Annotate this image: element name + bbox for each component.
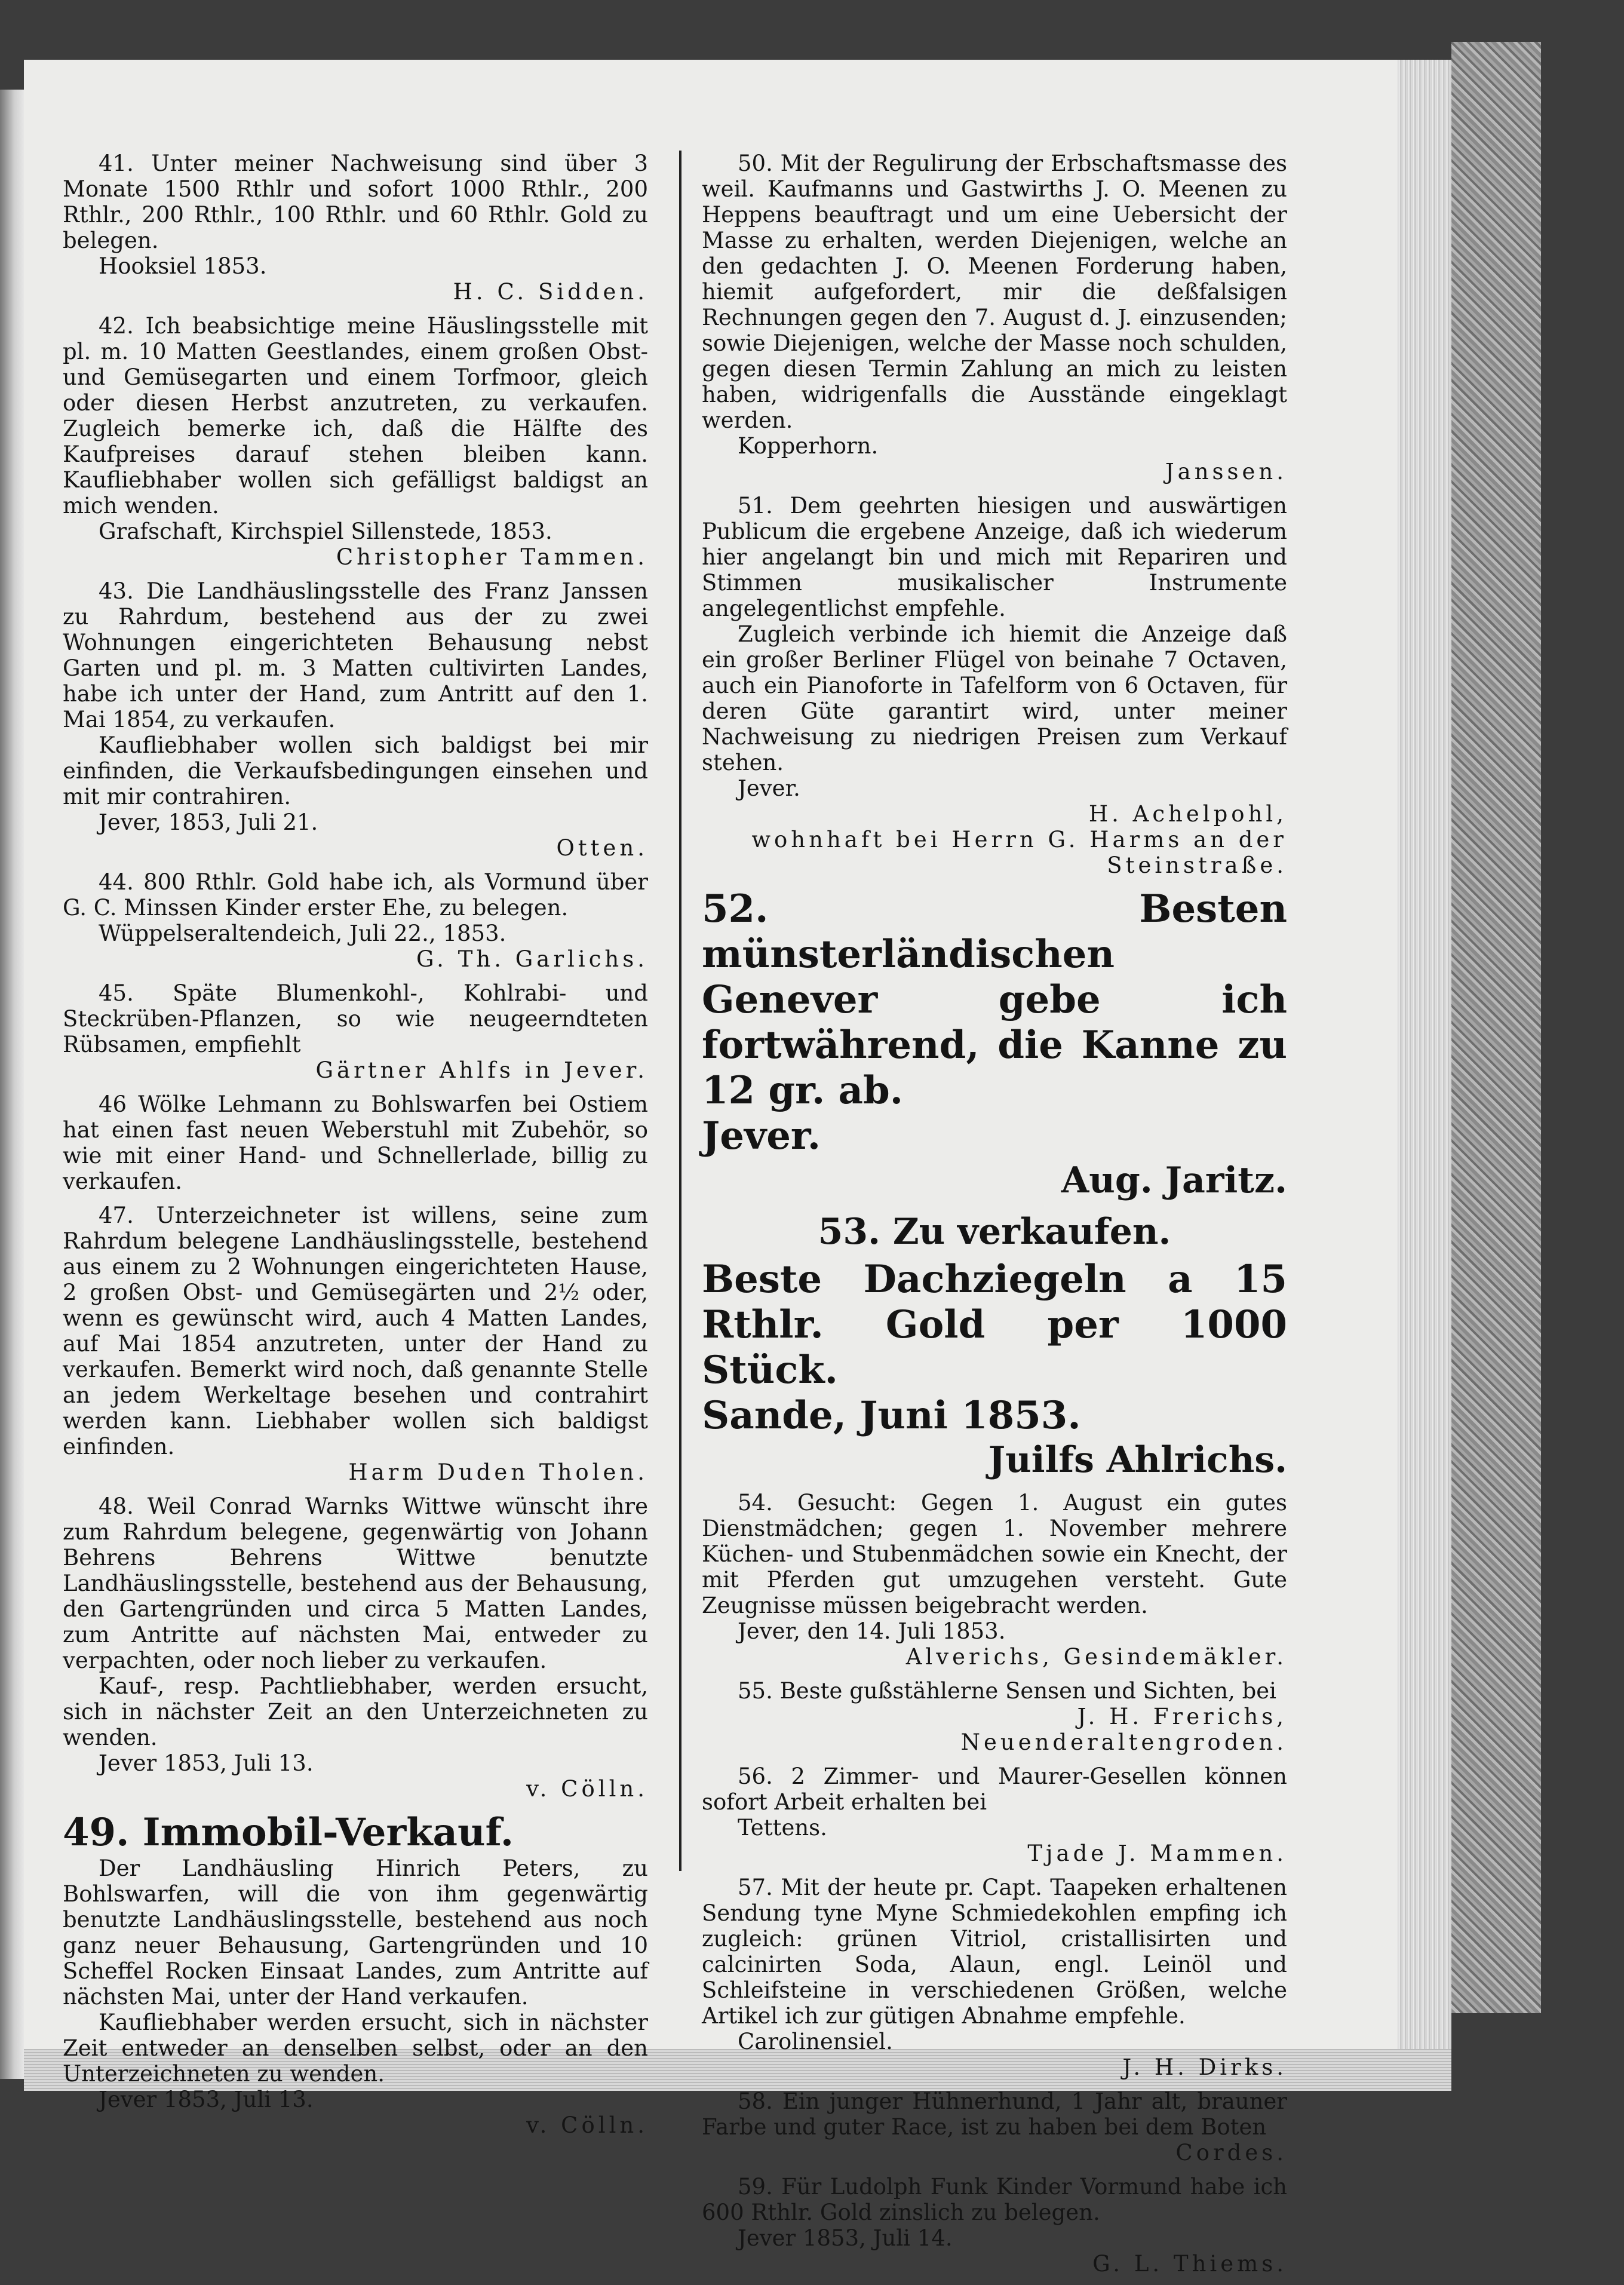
left-column: [63, 151, 648, 2146]
ad-50: [702, 151, 1287, 484]
ad-text: 46 Wölke Lehmann zu Bohlswarfen bei Ostiem hat einen fast neuen Weberstuhl mit Zubehör, so wie mit einer Hand- und Schnellerlade, billig zu verkaufen.: [63, 1091, 648, 1194]
ad-text: 50. Mit der Regulirung der Erbschaftsmasse des weil. Kaufmanns und Gastwirths J. O. Meenen zu Heppens beauftragt und um eine Uebersicht der Masse zu erhalten, werden Diejenigen, welche an den gedachten J. O. Meenen Forderung haben, hiemit aufgefordert, mir die deßfalsigen Rechnungen gegen den 7. August d. J. einzusenden; sowie Diejenigen, welche der Masse noch schulden, gegen diesen Termin Zahlung an mich zu leisten haben, widrigenfalls die Ausstände eingeklagt werden.: [702, 151, 1287, 433]
ad-signature: v. Cölln.: [526, 1776, 648, 1802]
ad-47: [63, 1203, 648, 1485]
ad-text: 48. Weil Conrad Warnks Wittwe wünscht ihre zum Rahrdum belegene, gegenwärtig von Johann Behrens Behrens Wittwe benutzte Landhäuslingsstelle, bestehend aus der Behausung, den Gartengründen und circa 5 Matten Landes, zum Antritte auf nächsten Mai, entweder zu verpachten, oder noch lieber zu verkaufen.: [63, 1493, 648, 1673]
ad-signature: H. C. Sidden.: [453, 279, 648, 305]
ad-place: Jever, den 14. Juli 1853.: [738, 1618, 1006, 1644]
ad-text: 44. 800 Rthlr. Gold habe ich, als Vormund über G. C. Minssen Kinder erster Ehe, zu belegen.: [63, 869, 648, 921]
ad-signature: G. L. Thiems.: [1092, 2251, 1287, 2277]
ad-heading: [63, 1810, 648, 1855]
ad-42: [63, 313, 648, 570]
ad-signature-place: Neuenderaltengroden.: [960, 1729, 1287, 1755]
ad-place: Kopperhorn.: [738, 433, 879, 459]
ad-place: Wüppelseraltendeich, Juli 22., 1853.: [99, 921, 506, 946]
ad-signature: Harm Duden Tholen.: [348, 1459, 648, 1485]
ad-place: Jever.: [738, 775, 800, 801]
ad-58: [702, 2088, 1287, 2166]
ad-51: [702, 493, 1287, 878]
ad-place: Jever 1853, Juli 14.: [738, 2225, 953, 2251]
page-stack-edge: [1398, 60, 1451, 2049]
ad-55: [702, 1678, 1287, 1755]
ad-44: [63, 869, 648, 972]
ad-title: Zu verkaufen.: [892, 1211, 1171, 1253]
ad-place: Grafschaft, Kirchspiel Sillenstede, 1853.: [99, 519, 552, 544]
ad-signature: G. Th. Garlichs.: [416, 946, 648, 972]
ad-56: [702, 1763, 1287, 1866]
ad-text: 42. Ich beabsichtige meine Häuslingsstelle mit pl. m. 10 Matten Geestlandes, einem großen Obst- und Gemüsegarten und einem Torfmoor, gleich oder diesen Herbst anzutreten, zu verkaufen. Zugleich bemerke ich, daß die Hälfte des Kaufpreises darauf stehen bleiben kann. Kaufliebhaber wollen sich gefälligst baldigst an mich wenden.: [63, 313, 648, 519]
ad-text: 45. Späte Blumenkohl-, Kohlrabi- und Steckrüben-Pflanzen, so wie neugeerndteten Rübsamen, empfiehlt: [63, 980, 648, 1057]
ad-signature: Otten.: [556, 835, 648, 861]
ad-59: [702, 2174, 1287, 2277]
ad-text: Beste Dachziegeln a 15 Rthlr. Gold per 1000 Stück.: [702, 1257, 1287, 1393]
column-divider: [679, 151, 681, 1871]
ad-number: 53.: [818, 1211, 880, 1253]
facing-page-edge: [0, 90, 24, 2079]
ad-41: [63, 151, 648, 305]
ad-text-2: Kaufliebhaber werden ersucht, sich in nächster Zeit entweder an denselben selbst, oder an den Unterzeichneten zu wenden.: [63, 2010, 648, 2087]
ad-45: [63, 980, 648, 1083]
ad-signature: Christopher Tammen.: [336, 544, 648, 570]
ad-49: [63, 1810, 648, 2138]
ad-signature: J. H. Frerichs,: [1077, 1704, 1287, 1729]
ad-heading: [702, 1210, 1287, 1253]
ad-place: Jever 1853, Juli 13.: [99, 2087, 314, 2112]
ad-signature: Aug. Jaritz.: [1061, 1160, 1287, 1201]
ad-signature: Tjade J. Mammen.: [1027, 1841, 1287, 1866]
ad-text: 55. Beste gußstählerne Sensen und Sichten, bei: [738, 1678, 1277, 1704]
ad-text: 51. Dem geehrten hiesigen und auswärtigen Publicum die ergebene Anzeige, daß ich wiederum hier angelangt bin und mich mit Repariren und Stimmen musikalischer Instrumente angelegentlichst empfehle.: [702, 493, 1287, 621]
ad-54: [702, 1490, 1287, 1670]
ad-signature-address: wohnhaft bei Herrn G. Harms an der Steinstraße.: [751, 827, 1287, 878]
ad-text: 52. Besten münsterländischen Genever gebe ich fortwährend, die Kanne zu 12 gr. ab.: [702, 887, 1287, 1113]
ad-signature: Alverichs, Gesindemäkler.: [905, 1644, 1287, 1670]
right-column: [702, 151, 1287, 2285]
ad-46: [63, 1091, 648, 1194]
ad-place: Hooksiel 1853.: [99, 253, 267, 279]
ad-signature: v. Cölln.: [526, 2112, 648, 2138]
ad-53: [702, 1210, 1287, 1482]
ad-place: Jever, 1853, Juli 21.: [99, 809, 318, 835]
ad-text: 59. Für Ludolph Funk Kinder Vormund habe ich 600 Rthlr. Gold zinslich zu belegen.: [702, 2174, 1287, 2225]
ad-signature: Cordes.: [1175, 2140, 1287, 2166]
ad-text: 43. Die Landhäuslingsstelle des Franz Janssen zu Rahrdum, bestehend aus der zu zwei Wohnungen eingerichteten Behausung nebst Garten und pl. m. 3 Matten cultivirten Landes, habe ich unter der Hand, zum Antritt auf den 1. Mai 1854, zu verkaufen.: [63, 578, 648, 732]
ad-signature: H. Achelpohl,: [1088, 801, 1287, 827]
ad-text: Der Landhäusling Hinrich Peters, zu Bohlswarfen, will die von ihm gegenwärtig benutzte Landhäuslingsstelle, bestehend aus noch ganz neuer Behausung, Gartengründen und 10 Scheffel Rocken Einsaat Landes, zum Antritte auf nächsten Mai, unter der Hand verkaufen.: [63, 1855, 648, 2010]
book-cover: [1451, 42, 1541, 2013]
ad-text-2: Zugleich verbinde ich hiemit die Anzeige daß ein großer Berliner Flügel von beinahe 7 Octaven, auch ein Pianoforte in Tafelform von 6 Octaven, für deren Güte garantirt wird, unter meiner Nachweisung zu niedrigen Preisen zum Verkauf stehen.: [702, 621, 1287, 775]
ad-text: 54. Gesucht: Gegen 1. August ein gutes Dienstmädchen; gegen 1. November mehrere Küchen- und Stubenmädchen sowie ein Knecht, der mit Pferden gut umzugehen versteht. Gute Zeugnisse müssen beigebracht werden.: [702, 1490, 1287, 1618]
ad-text: 56. 2 Zimmer- und Maurer-Gesellen können sofort Arbeit erhalten bei: [702, 1763, 1287, 1815]
ad-place: Jever 1853, Juli 13.: [99, 1750, 314, 1776]
ad-number: 49.: [63, 1810, 130, 1855]
ad-signature: Gärtner Ahlfs in Jever.: [315, 1057, 648, 1083]
ad-signature: J. H. Dirks.: [1122, 2054, 1287, 2080]
ad-place: Tettens.: [738, 1815, 827, 1841]
ad-title: Immobil-Verkauf.: [142, 1810, 514, 1855]
ad-signature: Janssen.: [1165, 459, 1287, 484]
ad-text: 47. Unterzeichneter ist willens, seine zum Rahrdum belegene Landhäuslingsstelle, bestehend aus einem zu 2 Wohnungen eingerichteten Hause, 2 großen Obst- und Gemüsegärten und 2½ oder, wenn es gewünscht wird, auch 4 Matten Landes, auf Mai 1854 anzutreten, unter der Hand zu verkaufen. Bemerkt wird noch, daß genannte Stelle an jedem Werkeltage besehen und contrahirt werden kann. Liebhaber wollen sich baldigst einfinden.: [63, 1203, 648, 1459]
ad-48: [63, 1493, 648, 1802]
ad-text: 57. Mit der heute pr. Capt. Taapeken erhaltenen Sendung tyne Myne Schmiedekohlen empfing ich zugleich: grünen Vitriol, cristallisirten und calcinirten Soda, Alaun, engl. Leinöl und Schleifsteine in verschiedenen Größen, welche Artikel ich zur gütigen Abnahme empfehle.: [702, 1875, 1287, 2029]
ad-signature: Juilfs Ahlrichs.: [988, 1439, 1287, 1481]
ad-43: [63, 578, 648, 861]
ad-57: [702, 1875, 1287, 2080]
ad-52: [702, 887, 1287, 1202]
ad-text-2: Kaufliebhaber wollen sich baldigst bei mir einfinden, die Verkaufsbedingungen einsehen und mit mir contrahiren.: [63, 732, 648, 809]
ad-place: Jever.: [702, 1114, 821, 1158]
ad-place: Sande, Juni 1853.: [702, 1393, 1081, 1438]
ad-text-2: Kauf-, resp. Pachtliebhaber, werden ersucht, sich in nächster Zeit an den Unterzeichneten zu wenden.: [63, 1673, 648, 1750]
ad-text: 58. Ein junger Hühnerhund, 1 Jahr alt, brauner Farbe und guter Race, ist zu haben bei dem Boten: [702, 2088, 1287, 2140]
ad-text: 41. Unter meiner Nachweisung sind über 3 Monate 1500 Rthlr und sofort 1000 Rthlr., 200 Rthlr., 200 Rthlr., 100 Rthlr. und 60 Rthlr. Gold zu belegen.: [63, 151, 648, 253]
ad-place: Carolinensiel.: [738, 2029, 893, 2054]
